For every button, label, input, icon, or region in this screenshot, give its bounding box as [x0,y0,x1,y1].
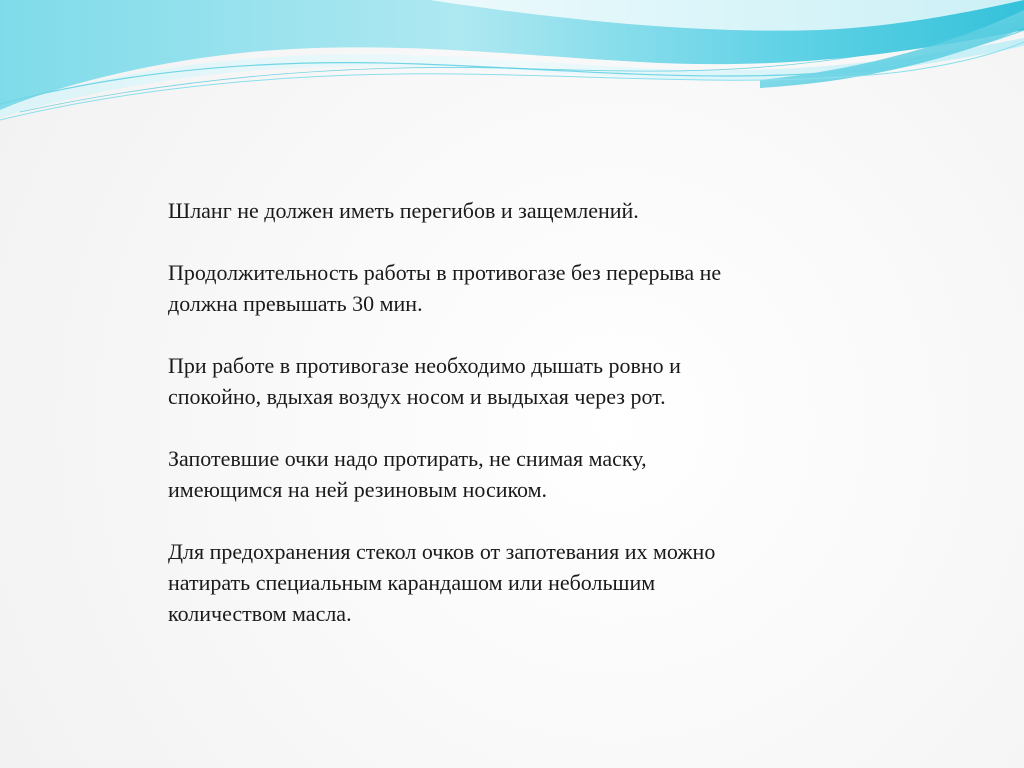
paragraph-duration: Продолжительность работы в противогазе без перерыва не должна превышать 30 мин. [168,260,722,316]
paragraph-hose: Шланг не должен иметь перегибов и защемлений. [168,198,639,223]
paragraph-anti-fog: Для предохранения стекол очков от запотевания их можно натирать специальным карандашом или небольшим количеством масла. [168,539,716,626]
decorative-wave-header [0,0,1024,140]
paragraph-fogged-glasses: Запотевшие очки надо протирать, не снимая маску, имеющимся на ней резиновым носиком. [168,446,647,502]
paragraph-breathing: При работе в противогазе необходимо дышать ровно и спокойно, вдыхая воздух носом и выдыхая через рот. [168,353,681,409]
slide-body-text [168,195,868,660]
